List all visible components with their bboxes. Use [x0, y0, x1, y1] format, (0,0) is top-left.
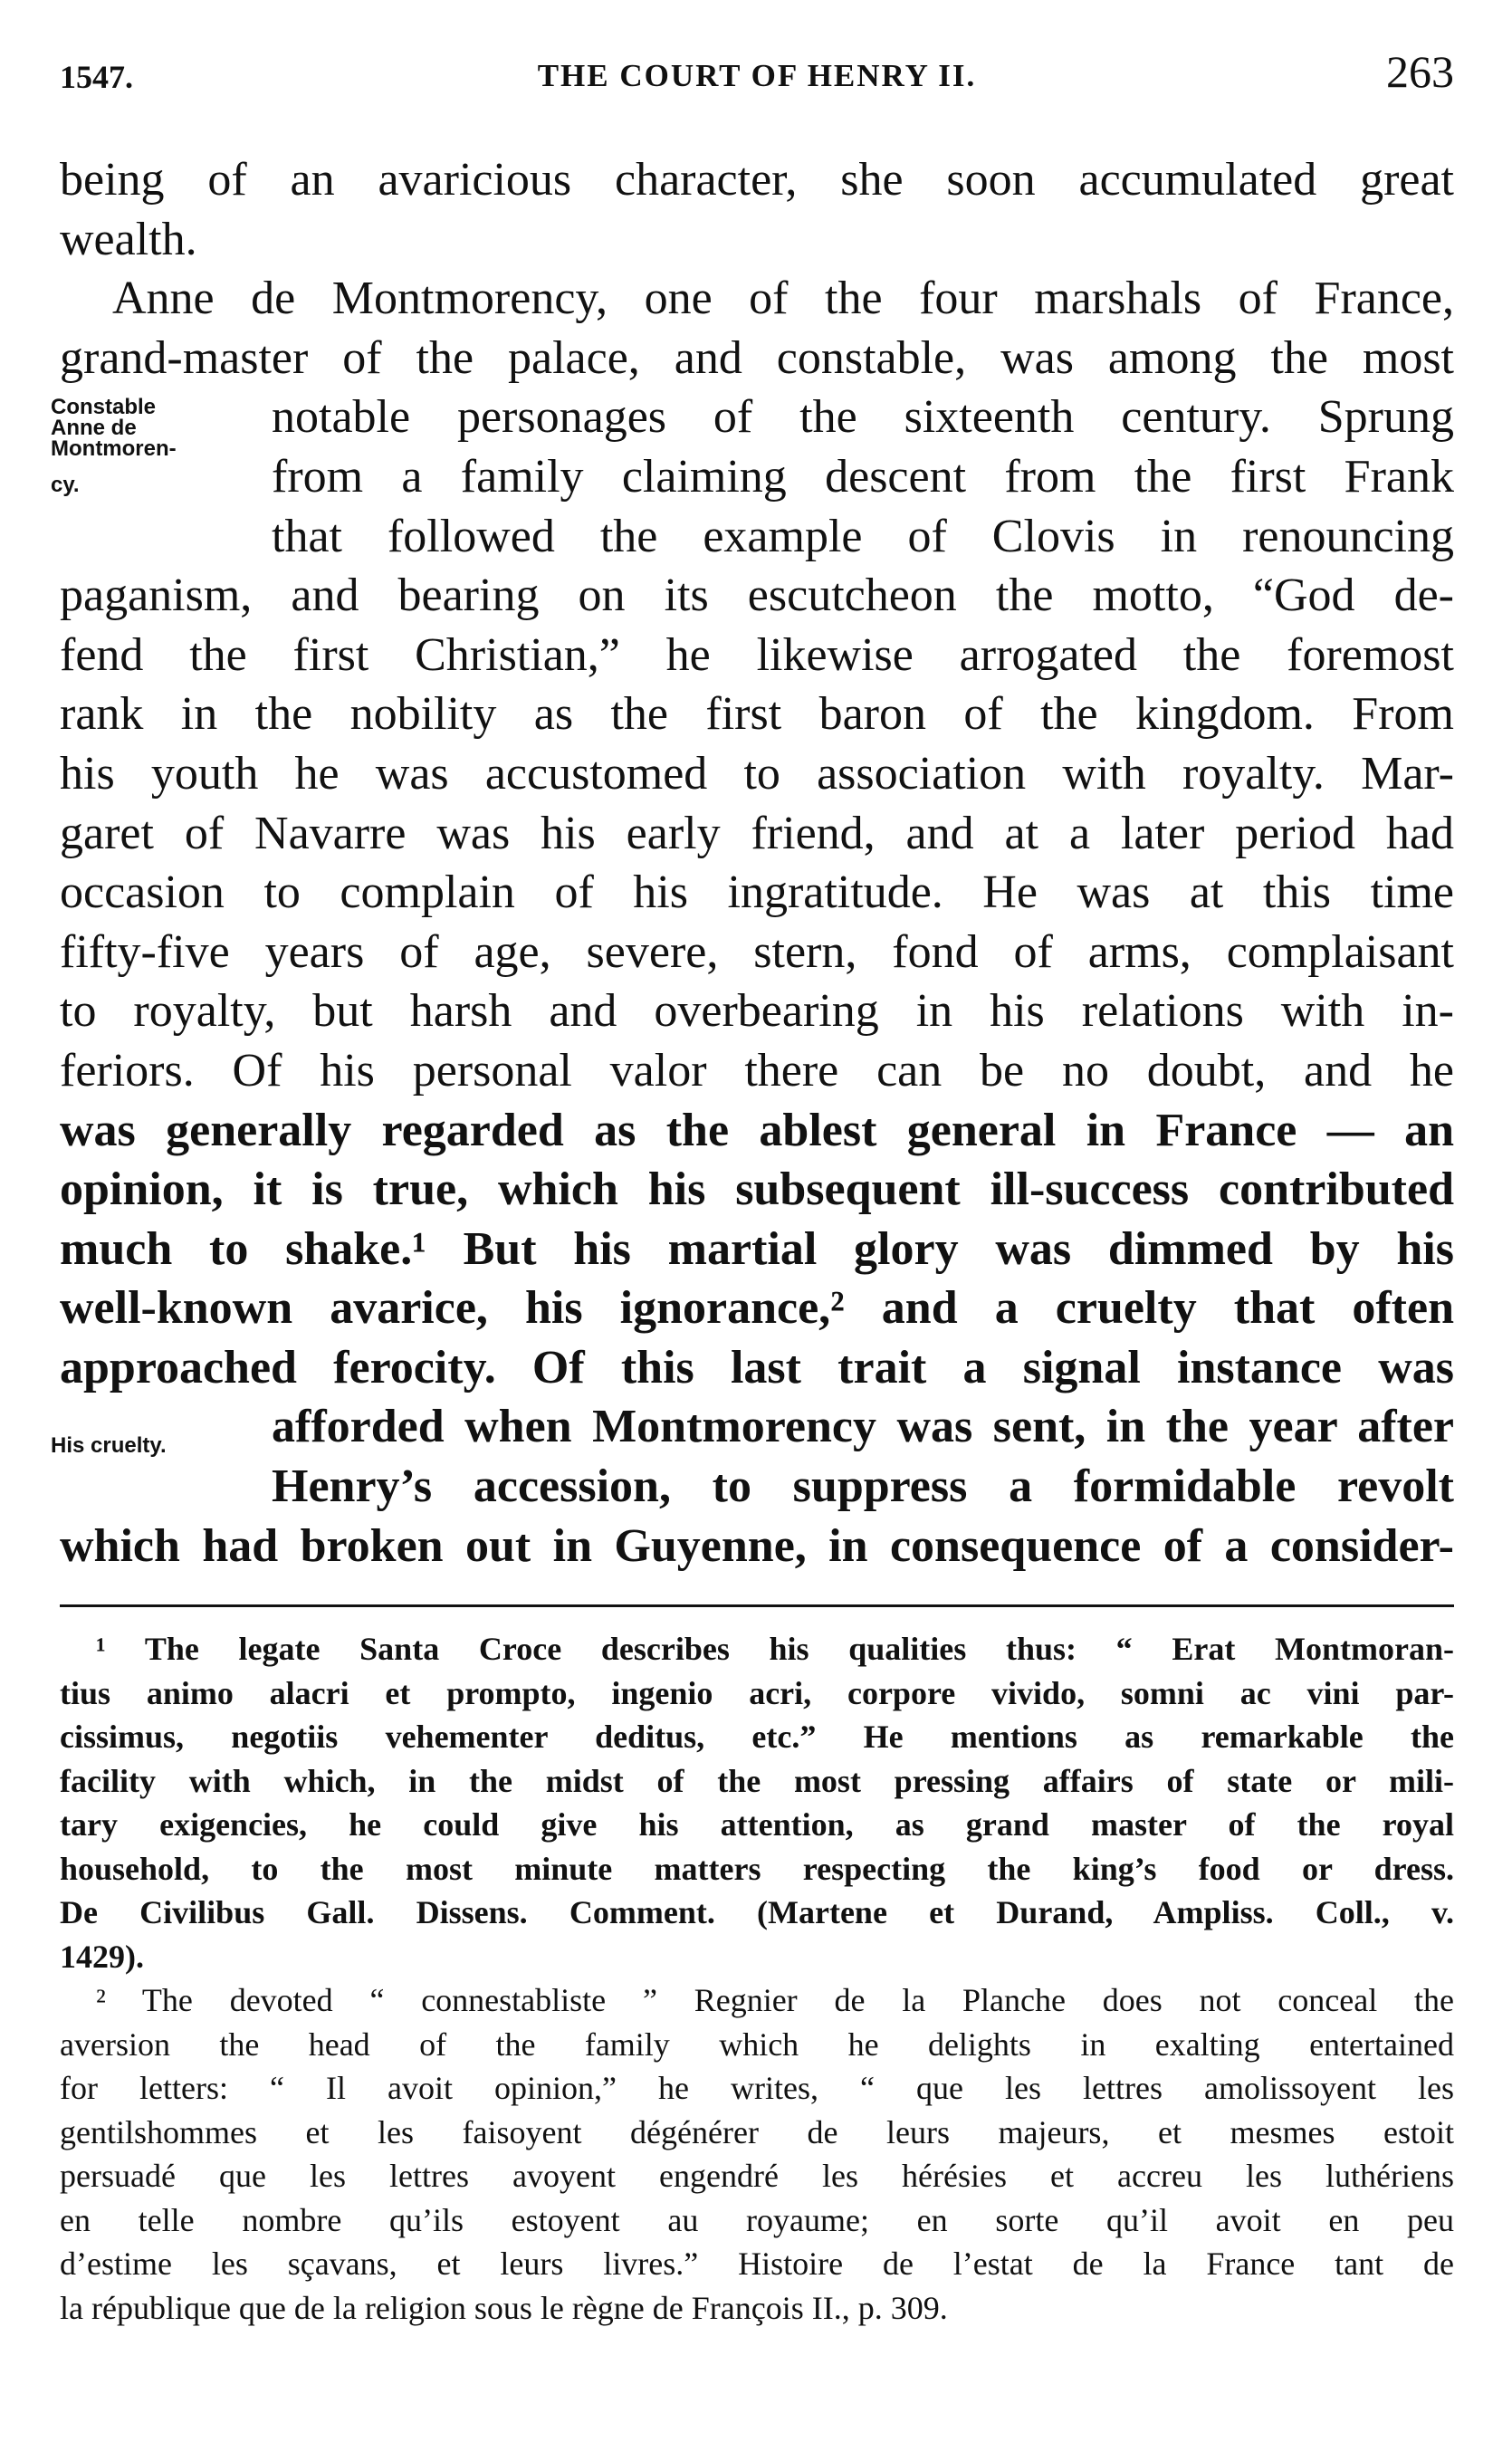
bold-ink-section: [60, 1101, 1454, 1576]
footnote-1: [60, 1627, 1454, 1978]
text-line: Henry’s accession, to suppress a formidable revolt: [272, 1460, 1454, 1513]
footnote-line: tius animo alacri et prompto, ingenio acri, corpore vivido, somni ac vini par-: [60, 1674, 1454, 1711]
running-head: [60, 45, 1454, 100]
footnote-line: facility with which, in the midst of the most pressing affairs of state or mili-: [60, 1762, 1454, 1799]
footnote-line: persuadé que les lettres avoyent engendré les hérésies et accreu les luthériens: [60, 2158, 1454, 2194]
footnote-line: household, to the most minute matters respecting the king’s food or dress.: [60, 1850, 1454, 1887]
text-line: garet of Navarre was his early friend, and at a later period had: [60, 807, 1454, 859]
footnote-line: d’estime les sçavans, et leurs livres.” Histoire de l’estat de la France tant de: [60, 2246, 1454, 2282]
sidenote-line: Constable: [51, 395, 157, 419]
text-line: being of an avaricious character, she soon accumulated great: [60, 154, 1454, 206]
footnote-line: 1429).: [60, 1938, 144, 1975]
text-line: wealth.: [60, 213, 197, 265]
footnote-line: ¹ The legate Santa Croce describes his qualities thus: “ Erat Montmoran-: [96, 1631, 1454, 1667]
text-line: occasion to complain of his ingratitude. He was at this time: [60, 867, 1454, 919]
sidenote-line: Montmoren-: [51, 436, 177, 461]
sidenote-line: cy.: [51, 473, 80, 497]
text-line: fend the first Christian,” he likewise arrogated the foremost: [60, 628, 1454, 681]
footnote-line: aversion the head of the family which he delights in exalting entertained: [60, 2025, 1454, 2063]
text-line: well-known avarice, his ignorance,² and a cruelty that often: [60, 1282, 1454, 1335]
footnote-2: [60, 1978, 1454, 2330]
footnote-line: la république que de la religion sous le règne de François II., p. 309.: [60, 2289, 948, 2326]
text-line: feriors. Of his personal valor there can be no doubt, and he: [60, 1044, 1454, 1097]
footnote-line: De Civilibus Gall. Dissens. Comment. (Martene et Durand, Ampliss. Coll., v.: [60, 1894, 1454, 1930]
footnote-line: gentilshommes et les faisoyent dégénérer de leurs majeurs, et mesmes estoit: [60, 2113, 1454, 2150]
text-line: to royalty, but harsh and overbearing in his relations with in-: [60, 985, 1454, 1038]
text-line: paganism, and bearing on its escutcheon the motto, “God de-: [60, 570, 1454, 622]
footnote-line: for letters: “ Il avoit opinion,” he writes, “ que les lettres amolissoyent les: [60, 2070, 1454, 2106]
text-line: fifty-five years of age, severe, stern, fond of arms, complaisant: [60, 925, 1454, 978]
text-line: opinion, it is true, which his subsequent ill-success contributed: [60, 1164, 1454, 1216]
footnote-line: cissimus, negotiis vehementer deditus, etc.” He mentions as remarkable the: [60, 1719, 1454, 1755]
text-line: much to shake.¹ But his martial glory was dimmed by his: [60, 1222, 1454, 1275]
main-text: [60, 150, 1454, 1575]
running-head-year: 1547.: [60, 59, 133, 95]
sidenote-line: His cruelty.: [51, 1433, 167, 1458]
footnote-line: ² The devoted “ connestabliste ” Regnier de la Planche does not conceal the: [96, 1982, 1454, 2018]
text-line: which had broken out in Guyenne, in consequence of a consider-: [60, 1519, 1454, 1572]
text-line: rank in the nobility as the first baron of the kingdom. From: [60, 688, 1454, 741]
text-line: notable personages of the sixteenth century. Sprung: [272, 391, 1454, 444]
sidenote-line: Anne de: [51, 416, 137, 440]
text-line: was generally regarded as the ablest general in France — an: [60, 1104, 1454, 1156]
footnote-line: tary exigencies, he could give his attention, as grand master of the royal: [60, 1806, 1454, 1843]
page-number: 263: [1386, 46, 1454, 97]
text-line: from a family claiming descent from the first Frank: [272, 450, 1454, 503]
footnote-line: en telle nombre qu’ils estoyent au royaume; en sorte qu’il avoit en peu: [60, 2201, 1454, 2238]
text-line: his youth he was accustomed to association with royalty. Mar-: [60, 747, 1454, 800]
text-line: Anne de Montmorency, one of the four marshals of France,: [112, 273, 1454, 325]
text-line: approached ferocity. Of this last trait a signal instance was: [60, 1341, 1454, 1393]
text-line: afforded when Montmorency was sent, in the year after: [272, 1401, 1454, 1453]
text-line: that followed the example of Clovis in renouncing: [272, 510, 1454, 562]
footnote-rule: [60, 1604, 1454, 1607]
footnotes: [60, 1627, 1454, 2330]
running-head-title: THE COURT OF HENRY II.: [537, 58, 977, 93]
text-line: grand-master of the palace, and constable, was among the most: [60, 331, 1454, 384]
